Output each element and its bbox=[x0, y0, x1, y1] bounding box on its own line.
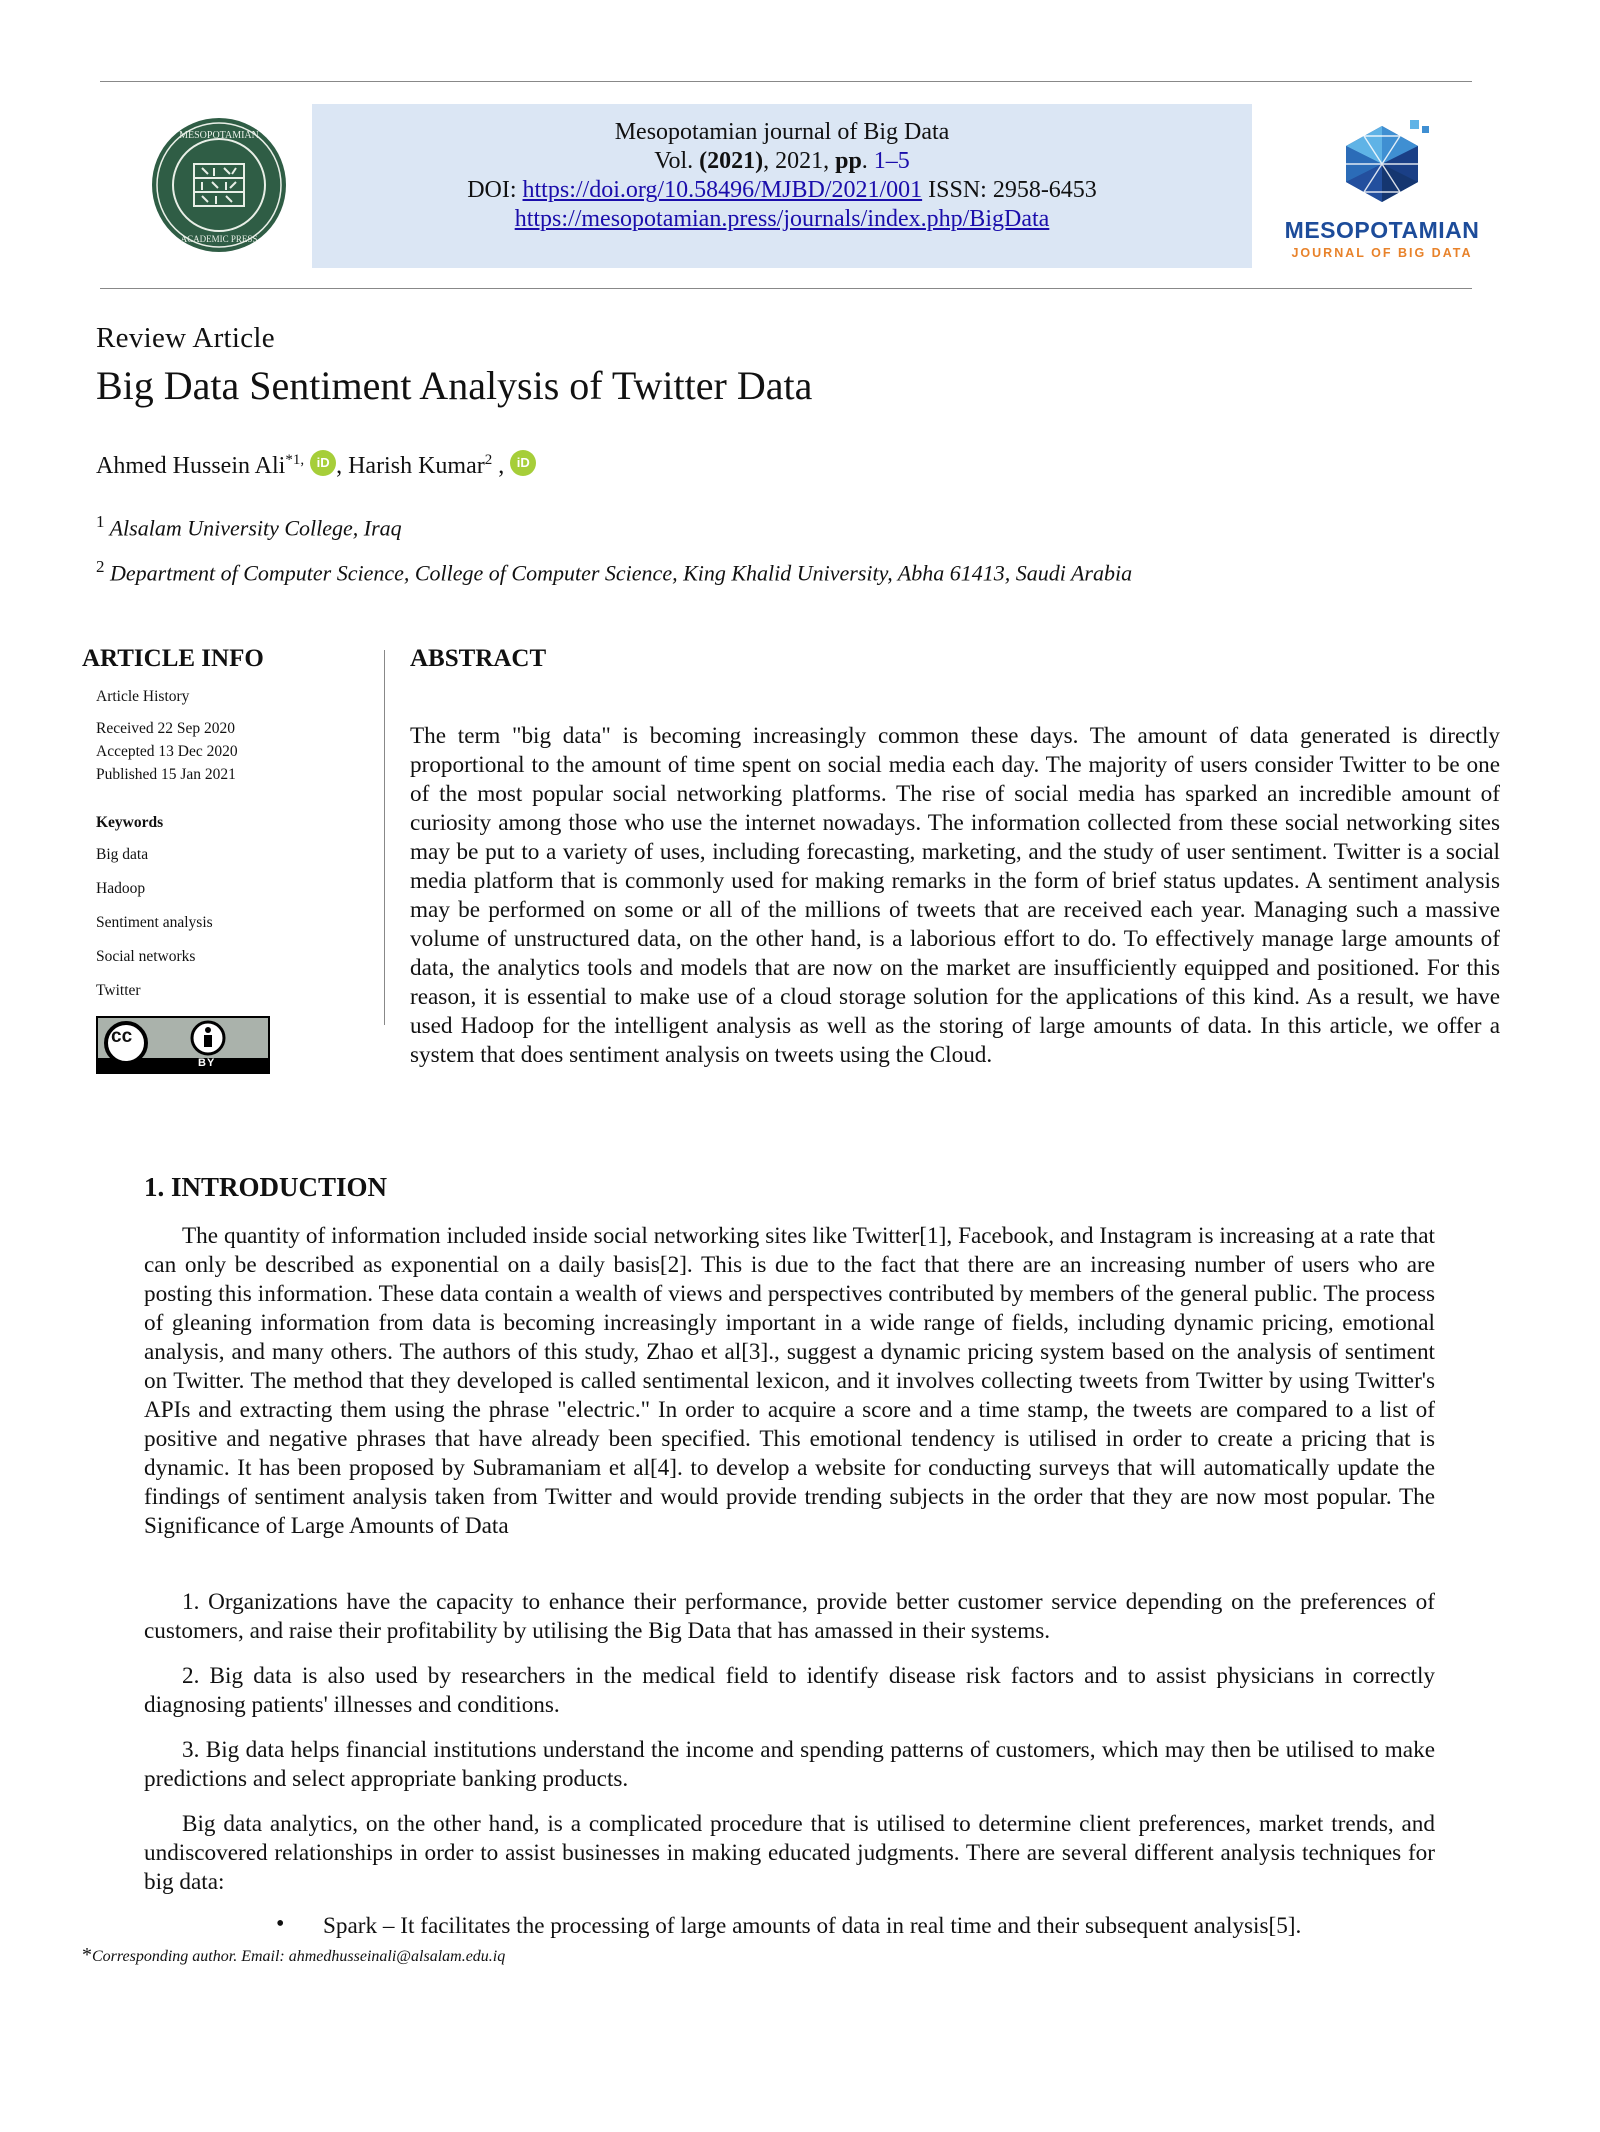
keyword-item: Twitter bbox=[96, 982, 141, 999]
keywords-heading: Keywords bbox=[96, 814, 164, 831]
volume-line: Vol. (2021), 2021, pp. 1–5 bbox=[654, 148, 910, 174]
article-info-heading: ARTICLE INFO bbox=[82, 645, 264, 672]
footnote-text: Corresponding author. Email: ahmedhusseinali@alsalam.edu.iq bbox=[92, 1948, 506, 1965]
bullet-item-spark: Spark – It facilitates the processing of large amounts of data in real time and their subsequent analysis[5]. bbox=[323, 1913, 1302, 1939]
received-date: Received 22 Sep 2020 bbox=[96, 720, 236, 737]
corresponding-author-footnote bbox=[82, 1944, 505, 1967]
intro-paragraph-5: Big data analytics, on the other hand, is a complicated procedure that is utilised to determine client preferences, market trends, and undiscovered relationships in order to assist businesses in making educated judgments. There are several different analysis techniques for big data: bbox=[144, 1811, 1435, 1895]
keyword-item: Social networks bbox=[96, 948, 196, 965]
affiliation-1-number: 1 bbox=[96, 512, 105, 531]
author-2-tail: , bbox=[498, 453, 505, 479]
intro-paragraph-4: 3. Big data helps financial institutions understand the income and spending patterns of customers, which may then be utilised to make predictions and select appropriate banking products. bbox=[144, 1737, 1435, 1792]
journal-name: Mesopotamian journal of Big Data bbox=[614, 119, 950, 145]
keyword-item: Hadoop bbox=[96, 880, 146, 897]
doi-label: DOI: bbox=[467, 177, 517, 203]
bullet-icon: • bbox=[276, 1911, 285, 1937]
affiliation-2-number: 2 bbox=[96, 557, 105, 576]
affiliation-2 bbox=[96, 557, 1132, 586]
doi-line bbox=[312, 176, 1252, 205]
accepted-date: Accepted 13 Dec 2020 bbox=[96, 743, 238, 760]
hexagon-network-icon bbox=[1332, 116, 1432, 208]
sidebar-divider bbox=[384, 650, 385, 1025]
affiliation-2-text: Department of Computer Science, College of Computer Science, King Khalid University, Abha 61413, Saudi Arabia bbox=[110, 560, 1133, 586]
publisher-seal-logo bbox=[152, 118, 286, 252]
article-history-label: Article History bbox=[96, 688, 190, 705]
journal-brand-logo bbox=[1272, 116, 1492, 260]
intro-paragraph-2: 1. Organizations have the capacity to enhance their performance, provide better customer service depending on the preferences of customers, and raise their profitability by utilising the Big Data that has amassed in their systems. bbox=[144, 1589, 1435, 1644]
author-1-superscript: *1, bbox=[285, 452, 305, 468]
brand-subtitle: JOURNAL OF BIG DATA bbox=[1291, 246, 1473, 260]
header-bottom-rule bbox=[100, 288, 1472, 289]
pages-range: 1–5 bbox=[873, 148, 910, 174]
affiliation-1-text: Alsalam University College, Iraq bbox=[109, 515, 402, 541]
orcid-icon[interactable]: iD bbox=[310, 450, 336, 476]
volume-year-plain: , 2021, bbox=[763, 148, 830, 174]
header-top-rule bbox=[100, 81, 1472, 82]
doi-link[interactable]: https://doi.org/10.58496/MJBD/2021/001 bbox=[522, 177, 923, 203]
intro-paragraph-3: 2. Big data is also used by researchers in the medical field to identify disease risk factors and to assist physicians in correctly diagnosing patients' illnesses and conditions. bbox=[144, 1663, 1435, 1718]
seal-text-bottom: ACADEMIC PRESS bbox=[180, 234, 258, 244]
section-heading-introduction: 1. INTRODUCTION bbox=[144, 1172, 388, 1202]
journal-header-box bbox=[312, 104, 1252, 268]
cc-by-license-badge[interactable] bbox=[96, 1016, 270, 1074]
footnote-mark: * bbox=[82, 1944, 92, 1966]
intro-paragraph-1: The quantity of information included inside social networking sites like Twitter[1], Facebook, and Instagram is increasing at a rate that can only be described as exponential on a daily basis[2]. This is due to the fact that there are an increasing number of users who are posting this information. These data contain a wealth of views and perspectives contributed by members of the general public. The process of gleaning information from data is becoming increasingly important in a wide range of fields, including dynamic pricing, emotional analysis, and many others. The authors of this study, Zhao et al[3]., suggest a dynamic pricing system based on the analysis of sentiment on Twitter. The method that they developed is called sentimental lexicon, and it involves collecting tweets from Twitter by using Twitter's APIs and extracting them using the phrase "electric." In order to acquire a score and a time stamp, the tweets are compared to a list of positive and negative phrases that have already been specified. This emotional tendency is utilised in order to create a pricing that is dynamic. It has been proposed by Subramaniam et al[4]. to develop a website for conducting surveys that will automatically update the findings of sentiment analysis taken from Twitter and would provide trending subjects in the order that they are now most popular. The Significance of Large Amounts of Data bbox=[144, 1223, 1435, 1539]
brand-name: MESOPOTAMIAN bbox=[1284, 217, 1480, 243]
author-1-name: Ahmed Hussein Ali bbox=[96, 453, 286, 479]
paper-title: Big Data Sentiment Analysis of Twitter Data bbox=[96, 363, 813, 408]
author-list bbox=[96, 450, 536, 480]
pages-label: pp bbox=[835, 148, 862, 174]
seal-text-top: MESOPOTAMIAN bbox=[179, 130, 259, 141]
journal-url-link[interactable]: https://mesopotamian.press/journals/index.php/BigData bbox=[514, 206, 1050, 232]
volume-year: (2021) bbox=[699, 148, 764, 174]
volume-prefix: Vol. bbox=[654, 148, 694, 174]
affiliation-1 bbox=[96, 512, 402, 541]
keyword-item: Sentiment analysis bbox=[96, 914, 213, 931]
author-2-name: , Harish Kumar bbox=[336, 453, 485, 479]
published-date: Published 15 Jan 2021 bbox=[96, 766, 236, 783]
orcid-icon[interactable]: iD bbox=[510, 450, 536, 476]
issn: ISSN: 2958-6453 bbox=[928, 177, 1097, 203]
abstract-text: The term "big data" is becoming increasingly common these days. The amount of data generated is directly proportional to the amount of time spent on social media each day. The majority of users consider Twitter to be one of the most popular social networking platforms. The rise of social media has sparked an incredible amount of curiosity among those who use the internet nowadays. The information collected from these social networking sites may be put to a variety of uses, including forecasting, marketing, and the study of user sentiment. Twitter is a social media platform that is commonly used for making remarks in the form of brief status updates. A sentiment analysis may be performed on some or all of the millions of tweets that are received each year. Managing such a massive volume of unstructured data, on the other hand, is a laborious effort to do. To effectively manage large amounts of data, the analytics tools and models that are now on the market are insufficiently equipped and positioned. For this reason, it is essential to make use of a cloud storage solution for the applications of this kind. As a result, we have used Hadoop for the intelligent analysis as well as the storing of large amounts of data. In this article, we offer a system that does sentiment analysis on tweets using the Cloud. bbox=[410, 723, 1500, 1068]
abstract-heading: ABSTRACT bbox=[410, 645, 547, 672]
cc-icon: cc bbox=[111, 1026, 133, 1047]
keyword-item: Big data bbox=[96, 846, 149, 863]
author-2-superscript: 2 bbox=[484, 452, 493, 468]
by-label: BY bbox=[198, 1057, 216, 1069]
article-type: Review Article bbox=[96, 322, 275, 354]
